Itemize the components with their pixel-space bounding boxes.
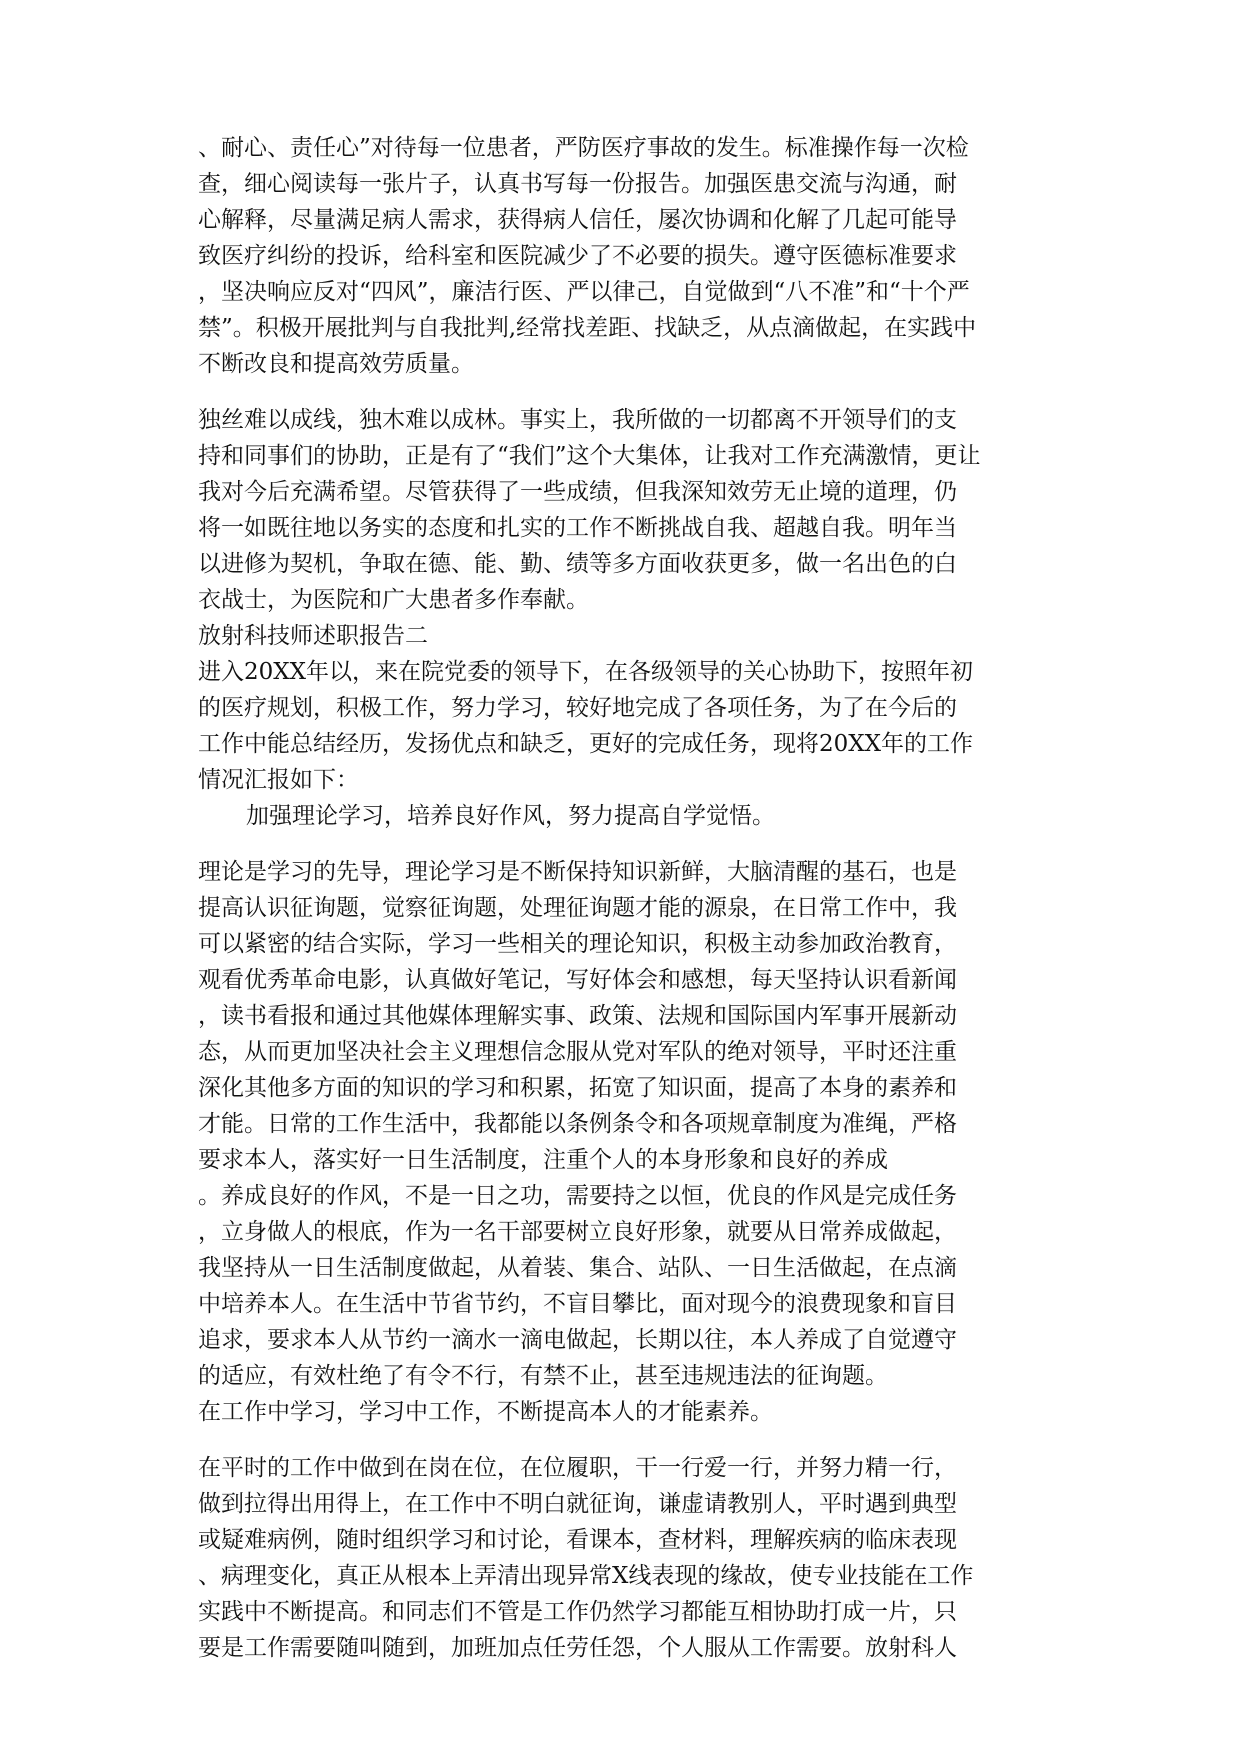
paragraph-line: 心解释，尽量满足病人需求，获得病人信任，屡次协调和化解了几起可能导: [198, 207, 957, 233]
paragraph-line: 才能。日常的工作生活中，我都能以条例条令和各项规章制度为准绳，严格: [198, 1111, 957, 1137]
paragraph-line: 进入20XX年以，来在院党委的领导下，在各级领导的关心协助下，按照年初: [198, 659, 974, 685]
paragraph-line: 要是工作需要随叫随到，加班加点任劳任怨，个人服从工作需要。放射科人: [198, 1635, 957, 1661]
paragraph-line: 。养成良好的作风，不是一日之功，需要持之以恒，优良的作风是完成任务: [198, 1183, 957, 1209]
paragraph-line: 要求本人，落实好一日生活制度，注重个人的本身形象和良好的养成: [198, 1147, 888, 1173]
subheading: 加强理论学习，培养良好作风，努力提高自学觉悟。: [246, 803, 775, 829]
paragraph-line: 中培养本人。在生活中节省节约，不盲目攀比，面对现今的浪费现象和盲目: [198, 1291, 957, 1317]
paragraph-line: 实践中不断提高。和同志们不管是工作仍然学习都能互相协助打成一片，只: [198, 1599, 957, 1625]
paragraph-line: 我坚持从一日生活制度做起，从着装、集合、站队、一日生活做起，在点滴: [198, 1255, 957, 1281]
paragraph-line: 的适应，有效杜绝了有令不行，有禁不止，甚至违规违法的征询题。: [198, 1363, 888, 1389]
paragraph-line: 态，从而更加坚决社会主义理想信念服从党对军队的绝对领导，平时还注重: [198, 1039, 957, 1065]
paragraph-line: 致医疗纠纷的投诉，给科室和医院减少了不必要的损失。遵守医德标准要求: [198, 243, 957, 269]
paragraph-line: ，坚决响应反对“四风”，廉洁行医、严以律己，自觉做到“八不准”和“十个严: [198, 279, 970, 305]
paragraph-line: 独丝难以成线，独木难以成林。事实上，我所做的一切都离不开领导们的支: [198, 407, 957, 433]
paragraph-line: 查，细心阅读每一张片子，认真书写每一份报告。加强医患交流与沟通，耐: [198, 171, 957, 197]
paragraph-line: 禁”。积极开展批判与自我批判,经常找差距、找缺乏，从点滴做起，在实践中: [198, 315, 977, 341]
paragraph-line: 或疑难病例，随时组织学习和讨论，看课本，查材料，理解疾病的临床表现: [198, 1527, 957, 1553]
paragraph-line: 衣战士，为医院和广大患者多作奉献。: [198, 587, 589, 613]
paragraph-line: 将一如既往地以务实的态度和扎实的工作不断挑战自我、超越自我。明年当: [198, 515, 957, 541]
paragraph-line: 做到拉得出用得上，在工作中不明白就征询，谦虚请教别人，平时遇到典型: [198, 1491, 957, 1517]
paragraph-line: 深化其他多方面的知识的学习和积累，拓宽了知识面，提高了本身的素养和: [198, 1075, 957, 1101]
paragraph-line: 提高认识征询题，觉察征询题，处理征询题才能的源泉，在日常工作中，我: [198, 895, 957, 921]
paragraph-line: 以进修为契机，争取在德、能、勤、绩等多方面收获更多，做一名出色的白: [198, 551, 957, 577]
paragraph-line: 工作中能总结经历，发扬优点和缺乏，更好的完成任务，现将20XX年的工作: [198, 731, 974, 757]
paragraph-line: 我对今后充满希望。尽管获得了一些成绩，但我深知效劳无止境的道理，仍: [198, 479, 957, 505]
paragraph-line: 可以紧密的结合实际，学习一些相关的理论知识，积极主动参加政治教育，: [198, 931, 957, 957]
paragraph-line: 的医疗规划，积极工作，努力学习，较好地完成了各项任务，为了在今后的: [198, 695, 957, 721]
subheading: 在工作中学习，学习中工作，不断提高本人的才能素养。: [198, 1399, 773, 1425]
paragraph-line: ，读书看报和通过其他媒体理解实事、政策、法规和国际国内军事开展新动: [198, 1003, 957, 1029]
paragraph-line: ，立身做人的根底，作为一名干部要树立良好形象，就要从日常养成做起，: [198, 1219, 957, 1245]
paragraph-line: 持和同事们的协助，正是有了“我们”这个大集体，让我对工作充满激情，更让: [198, 443, 981, 469]
paragraph-line: 、病理变化，真正从根本上弄清出现异常X线表现的缘故，使专业技能在工作: [198, 1563, 974, 1589]
paragraph-line: 在平时的工作中做到在岗在位，在位履职，干一行爱一行，并努力精一行，: [198, 1455, 957, 1481]
paragraph-line: 追求，要求本人从节约一滴水一滴电做起，长期以往，本人养成了自觉遵守: [198, 1327, 957, 1353]
paragraph-line: 不断改良和提高效劳质量。: [198, 351, 474, 377]
paragraph-line: 理论是学习的先导，理论学习是不断保持知识新鲜，大脑清醒的基石，也是: [198, 859, 957, 885]
section-heading: 放射科技师述职报告二: [198, 623, 428, 649]
paragraph-line: 观看优秀革命电影，认真做好笔记，写好体会和感想，每天坚持认识看新闻: [198, 967, 957, 993]
paragraph-line: 情况汇报如下：: [198, 767, 359, 793]
paragraph-line: 、耐心、责任心”对待每一位患者，严防医疗事故的发生。标准操作每一次检: [198, 135, 969, 161]
